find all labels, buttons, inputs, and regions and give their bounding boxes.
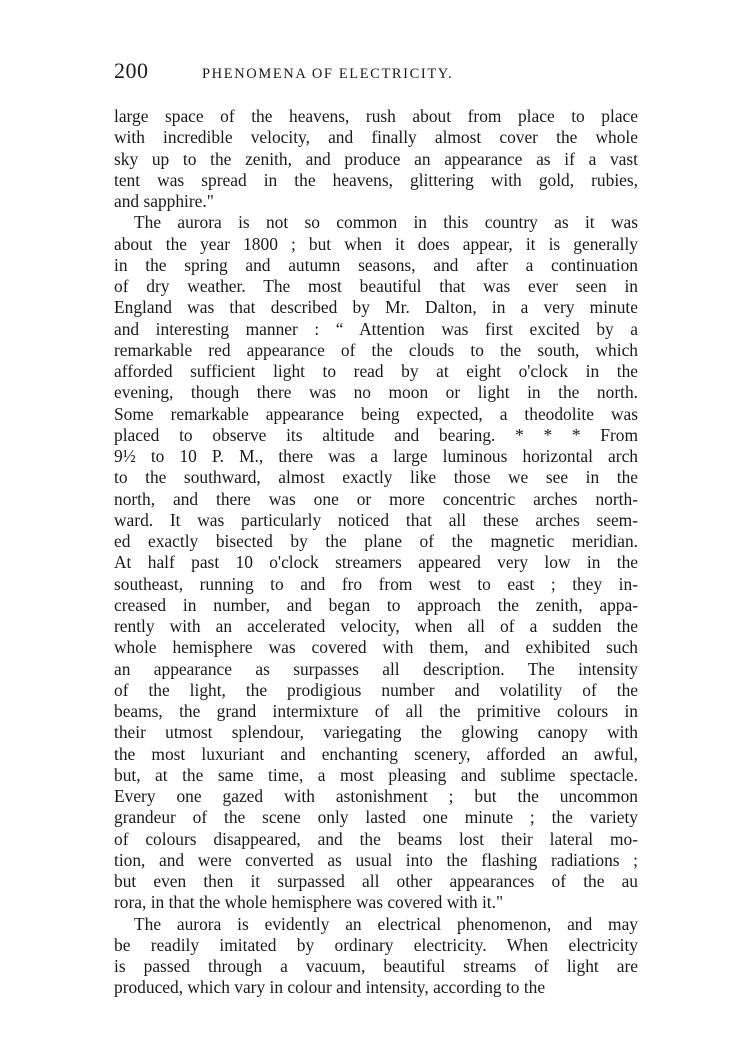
text-line: is passed through a vacuum, beautiful streams of light are bbox=[114, 956, 638, 976]
text-line: 9½ to 10 P. M., there was a large luminous horizontal arch bbox=[114, 446, 638, 466]
text-line: The aurora is not so common in this country as it was bbox=[134, 212, 638, 233]
paragraph bbox=[114, 212, 638, 913]
text-line: At half past 10 o'clock streamers appeared very low in the bbox=[114, 552, 638, 573]
text-line: ed exactly bisected by the plane of the magnetic meridian. bbox=[114, 531, 638, 551]
text-line: beams, the grand intermixture of all the primitive colours in bbox=[114, 701, 638, 721]
text-line: their utmost splendour, variegating the glowing canopy with bbox=[114, 722, 638, 743]
text-line: remarkable red appearance of the clouds to the south, which bbox=[114, 339, 638, 360]
text-line: of dry weather. The most beautiful that was ever seen in bbox=[114, 276, 638, 296]
text-line: with incredible velocity, and finally almost cover the whole bbox=[114, 127, 638, 148]
text-line: about the year 1800 ; but when it does appear, it is generally bbox=[114, 233, 638, 254]
running-title: PHENOMENA OF ELECTRICITY. bbox=[202, 66, 454, 82]
paragraph bbox=[114, 106, 638, 212]
text-line: but even then it surpassed all other appearances of the au bbox=[114, 871, 638, 891]
body-text bbox=[114, 106, 638, 999]
text-line: evening, though there was no moon or light in the north. bbox=[114, 382, 638, 403]
text-line: the most luxuriant and enchanting scenery, afforded an awful, bbox=[114, 743, 638, 764]
text-line: grandeur of the scene only lasted one minute ; the variety bbox=[114, 807, 638, 828]
text-line: placed to observe its altitude and bearing. * * * From bbox=[114, 424, 638, 445]
text-line: large space of the heavens, rush about from place to place bbox=[114, 106, 638, 126]
text-line: afforded sufficient light to read by at eight o'clock in the bbox=[114, 361, 638, 381]
text-line: The aurora is evidently an electrical phenomenon, and may bbox=[134, 913, 638, 934]
text-line: an appearance as surpasses all description. The intensity bbox=[114, 658, 638, 679]
text-line: rora, in that the whole hemisphere was covered with it." bbox=[114, 892, 504, 913]
text-line: of the light, the prodigious number and volatility of the bbox=[114, 679, 638, 700]
page-number: 200 bbox=[114, 58, 149, 83]
text-line: England was that described by Mr. Dalton, in a very minute bbox=[114, 297, 638, 318]
text-line: be readily imitated by ordinary electricity. When electricity bbox=[114, 934, 638, 955]
text-line: and interesting manner : “ Attention was first excited by a bbox=[114, 318, 638, 339]
text-line: of colours disappeared, and the beams lost their lateral mo- bbox=[114, 828, 638, 849]
text-line: produced, which vary in colour and intensity, according to the bbox=[114, 977, 546, 998]
text-line: but, at the same time, a most pleasing and sublime spectacle. bbox=[114, 764, 638, 785]
text-line: in the spring and autumn seasons, and after a continuation bbox=[114, 254, 638, 275]
text-line: to the southward, almost exactly like those we see in the bbox=[114, 467, 638, 488]
text-line: tent was spread in the heavens, glittering with gold, rubies, bbox=[114, 169, 638, 190]
text-line: ward. It was particularly noticed that all these arches seem- bbox=[114, 509, 638, 530]
text-line: Every one gazed with astonishment ; but the uncommon bbox=[114, 786, 638, 806]
text-line: creased in number, and began to approach the zenith, appa- bbox=[114, 594, 638, 615]
book-page bbox=[114, 58, 638, 999]
text-line: sky up to the zenith, and produce an appearance as if a vast bbox=[114, 148, 638, 169]
text-line: Some remarkable appearance being expected, a theodolite was bbox=[114, 403, 638, 424]
text-line: southeast, running to and fro from west to east ; they in- bbox=[114, 573, 638, 594]
text-line: rently with an accelerated velocity, when all of a sudden the bbox=[114, 616, 638, 636]
text-line: north, and there was one or more concentric arches north- bbox=[114, 488, 638, 509]
running-head bbox=[114, 58, 638, 92]
paragraph bbox=[114, 914, 638, 999]
text-line: tion, and were converted as usual into the flashing radiations ; bbox=[114, 849, 638, 870]
text-line: and sapphire." bbox=[114, 191, 214, 211]
text-line: whole hemisphere was covered with them, and exhibited such bbox=[114, 637, 638, 658]
